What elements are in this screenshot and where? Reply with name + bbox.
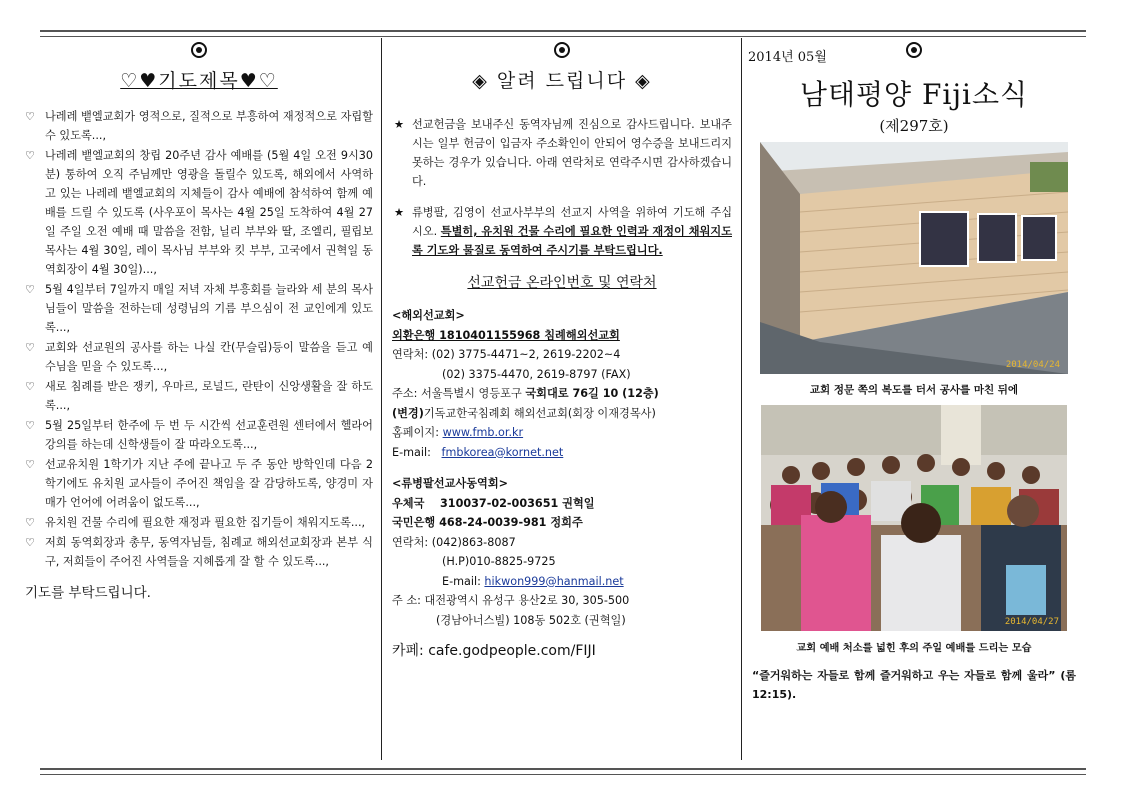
- heart-icon: ♡: [25, 380, 35, 393]
- notice-column: [392, 38, 732, 662]
- address-line: 주소: 서울특별시 영등포구 국회대로 76길 10 (12층): [392, 387, 659, 400]
- bank-account: 국민은행 468-24-0039-981 정희주: [392, 516, 583, 529]
- star-icon: ★: [394, 206, 405, 219]
- org-support-group: [392, 474, 732, 630]
- homepage-line: 홈페이지: www.fmb.or.kr: [392, 426, 524, 439]
- mobile-line: (H.P)010-8825-9725: [442, 555, 556, 568]
- heart-icon: ♡: [25, 341, 35, 354]
- phone-line: 연락처: (042)863-8087: [392, 535, 516, 549]
- notice-list: [392, 115, 732, 260]
- notice-title: ◈ 알려 드립니다 ◈: [472, 70, 652, 92]
- address-line: 주 소: 대전광역시 유성구 용산2로 30, 305-500: [392, 594, 630, 607]
- bullseye-icon: [554, 42, 570, 58]
- heart-icon: ♡: [25, 149, 35, 162]
- church-corridor-photo: [760, 142, 1068, 374]
- prayer-column: [25, 38, 373, 601]
- issue-number: (제297호): [879, 117, 949, 135]
- cafe-line: 카페: cafe.godpeople.com/FIJI: [392, 643, 596, 659]
- homepage-link[interactable]: www.fmb.or.kr: [442, 426, 524, 439]
- contacts-title: 선교헌금 온라인번호 및 연락처: [467, 275, 657, 291]
- prayer-list: [25, 107, 373, 571]
- heart-icon: ♡: [25, 458, 35, 471]
- heart-icon: ♡: [25, 516, 35, 529]
- list-item: ♡ 교회와 선교원의 공사를 하는 나실 칸(무슬림)등이 말씀을 듣고 예수님을 믿을 수 있도록...,: [25, 338, 373, 376]
- list-item: ♡ 새로 침례를 받은 쟁키, 우마르, 로널드, 란탄이 신앙생활을 잘 하도록...,: [25, 377, 373, 415]
- column-divider-left: [381, 38, 382, 760]
- address-line: (변경)기독교한국침례회 해외선교회(회장 이재경목사): [392, 406, 656, 420]
- list-item: ♡ 나레레 뱉엘교회의 창립 20주년 감사 예배를 (5월 4일 오전 9시30분) 통하여 오직 주님께만 영광을 돌릴수 있도록, 해외에서 사역하고 있는 나레레 뱉엘교회의 지체들이 감사 예배에 참석하여 함께 예배를 드릴 수 있도록 (사우포이 목사는 4월 25일 도착하여 4월 27일 주일 오전 예배 때 말씀을 전함, 닐리 부부와 딸, 조엘리, 필립보 목사는 4월 30일, 레이 목사님 부부와 킷 부부, 고국에서 권혁일 동역회장이 4월 30일)...,: [25, 146, 373, 279]
- list-item: ♡ 유치원 건물 수리에 필요한 재정과 필요한 집기들이 채워지도록...,: [25, 513, 373, 532]
- bible-verse: “즐거워하는 자들로 함께 즐거워하고 우는 자들로 함께 울라” (롬 12:15).: [752, 669, 1076, 701]
- bullseye-icon: [906, 42, 922, 58]
- heart-icon: ♡: [25, 419, 35, 432]
- bank-account: 우체국 310037-02-003651 권혁일: [392, 496, 595, 510]
- photo-caption: 교회 예배 처소를 넓힌 후의 주일 예배를 드리는 모습: [796, 643, 1032, 654]
- prayer-title: ♡♥기도제목♥♡: [120, 70, 278, 92]
- star-icon: ★: [394, 118, 405, 131]
- phone-line: 연락처: (02) 3775-4471~2, 2619-2202~4: [392, 348, 621, 361]
- photo-date-stamp: 2014/04/24: [1005, 360, 1060, 370]
- list-item: ★ 선교헌금을 보내주신 동역자님께 진심으로 감사드립니다. 보내주시는 일부 헌금이 입금자 주소확인이 안되어 영수증을 보내드리지 못하는 경우가 있습니다. 아래 연락처로 연락주시면 감사하겠습니다.: [392, 115, 732, 191]
- list-item: ★ 류병팔, 김영이 선교사부부의 선교지 사역을 위하여 기도해 주십시오. 특별히, 유치원 건물 수리에 필요한 인력과 재정이 채워지도록 기도와 물질로 동역하여 주시기를 부탁드립니다.: [392, 203, 732, 260]
- column-divider-right: [741, 38, 742, 760]
- heart-icon: ♡: [25, 536, 35, 549]
- newsletter-column: [748, 38, 1080, 704]
- heart-icon: ♡: [25, 283, 35, 296]
- closing-text: 기도를 부탁드립니다.: [25, 585, 151, 601]
- fax-line: (02) 3375-4470, 2619-8797 (FAX): [442, 367, 631, 381]
- top-rule: [40, 30, 1086, 37]
- address-line: (경남아너스빌) 108동 502호 (권혁일): [436, 613, 626, 627]
- org-name: <해외선교회>: [392, 309, 465, 322]
- newsletter-title: 남태평양 Fiji소식: [799, 78, 1029, 111]
- list-item: ♡ 5월 25일부터 한주에 두 번 두 시간씩 선교훈련원 센터에서 헬라어 강의를 하는데 신학생들이 잘 따라오도록...,: [25, 416, 373, 454]
- worship-service-photo: [761, 405, 1067, 631]
- worship-service-image: [761, 405, 1067, 631]
- notice-emphasis: 특별히, 유치원 건물 수리에 필요한 인력과 재정이 채워지도록 기도와 물질로 동역하여 주시기를 부탁드립니다.: [412, 225, 732, 257]
- email-line: E-mail: fmbkorea@kornet.net: [392, 445, 564, 459]
- contacts-block: [392, 306, 732, 662]
- email-link[interactable]: fmbkorea@kornet.net: [441, 445, 564, 459]
- list-item: ♡ 나레레 뱉엘교회가 영적으로, 질적으로 부흥하여 재정적으로 자립할 수 있도록...,: [25, 107, 373, 145]
- heart-icon: ♡: [25, 110, 35, 123]
- issue-date: 2014년 05월: [748, 50, 827, 65]
- list-item: ♡ 선교유치원 1학기가 지난 주에 끝나고 두 주 동안 방학인데 다음 2학기에도 유치원 교사들이 주어진 책임을 잘 감당하도록, 양경미 자매가 언어에 어려움이 없도록...,: [25, 455, 373, 512]
- email-link[interactable]: hikwon999@hanmail.net: [484, 574, 624, 588]
- list-item: ♡ 5월 4일부터 7일까지 매일 저녁 자체 부흥회를 늘라와 세 분의 목사님들이 말씀을 전하는데 성령님의 기름 부으심이 전 교인에게 있도록...,: [25, 280, 373, 337]
- photo-caption: 교회 정문 쪽의 복도를 터서 공사를 마친 뒤에: [809, 384, 1019, 396]
- photo-date-stamp: 2014/04/27: [1004, 617, 1059, 627]
- bottom-rule: [40, 768, 1086, 775]
- bank-account: 외환은행 1810401155968 침례해외선교회: [392, 328, 620, 342]
- org-mission-board: [392, 306, 732, 462]
- list-item: ♡ 저희 동역회장과 총무, 동역자님들, 침례교 해외선교회장과 본부 식구, 저희들이 주어진 사역들을 지혜롭게 잘 할 수 있도록...,: [25, 533, 373, 571]
- bullseye-icon: [191, 42, 207, 58]
- church-corridor-image: [760, 142, 1068, 374]
- org-name: <류병팔선교사동역회>: [392, 477, 509, 490]
- email-line: E-mail: hikwon999@hanmail.net: [442, 574, 624, 588]
